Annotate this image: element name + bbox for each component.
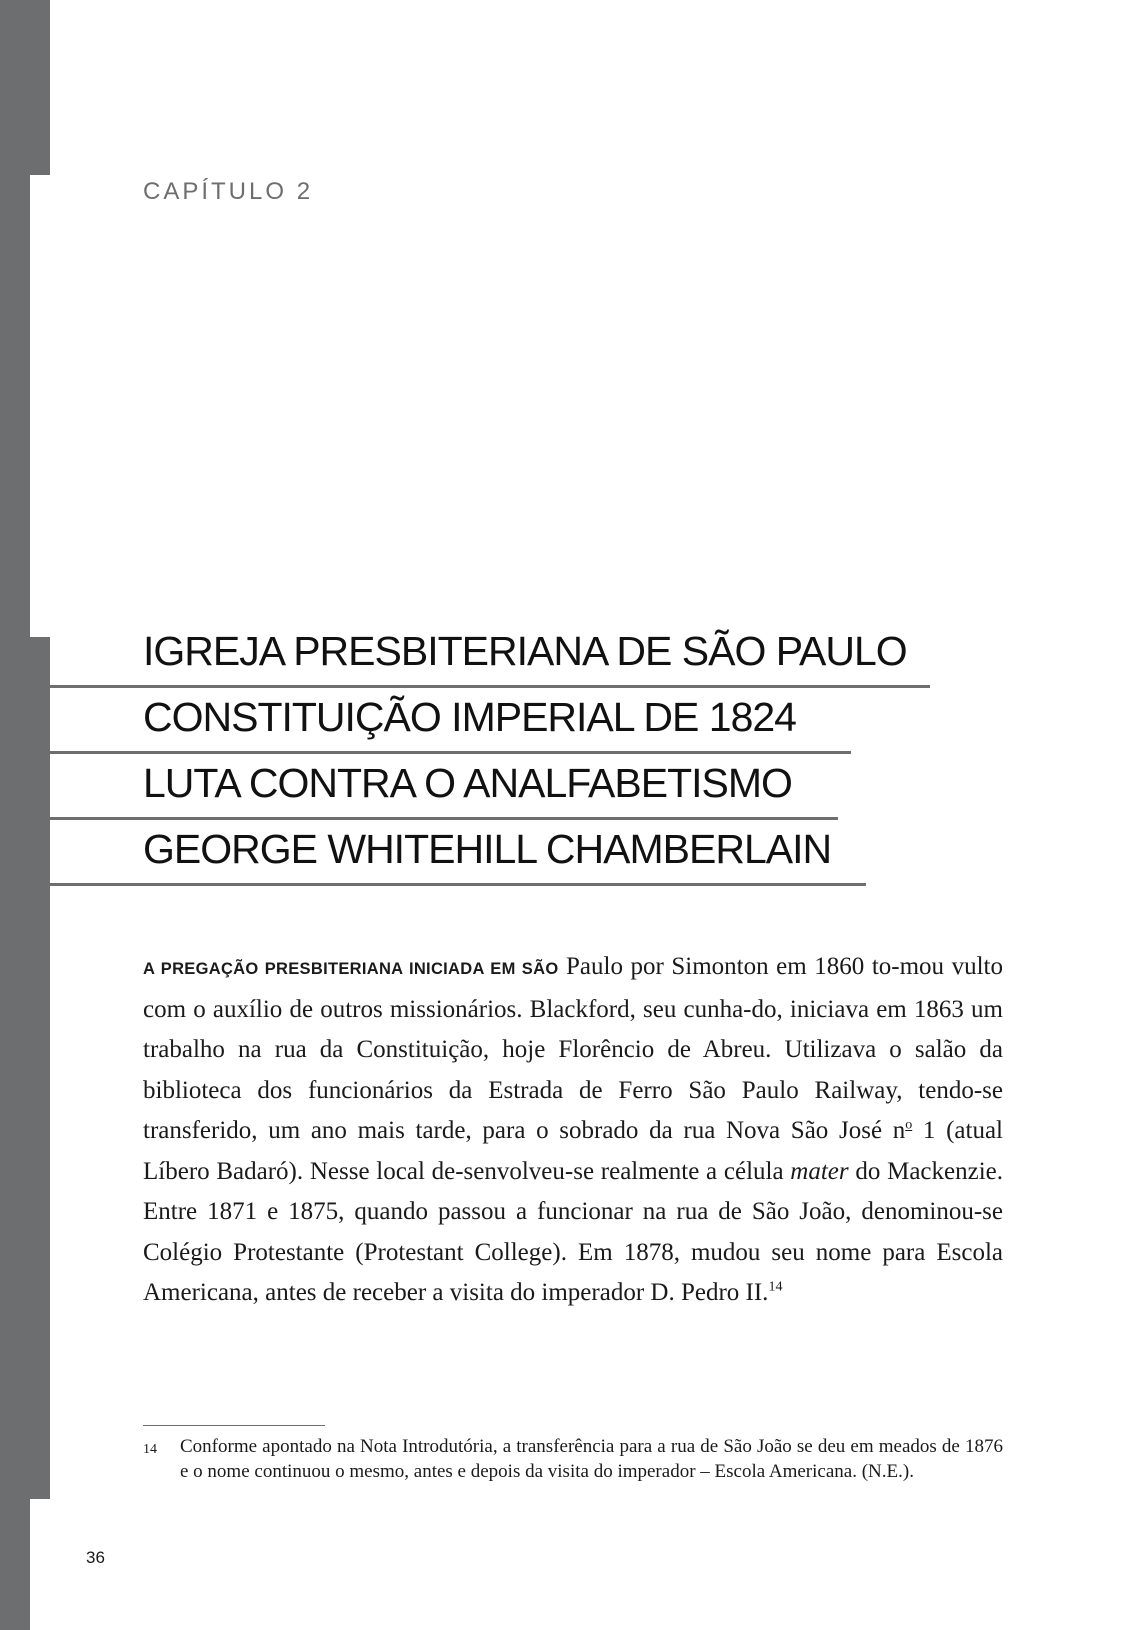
- topic-list: [0, 628, 907, 892]
- footnote-reference[interactable]: 14: [768, 1279, 783, 1295]
- lead-in: A PREGAÇÃO PRESBITERIANA INICIADA EM SÃO: [143, 960, 559, 978]
- body-text-part: do Mackenzie. Entre 1871 e 1875, quando passou a funcionar na rua de São João, denominou-se Colégio Protestante (Protestant College). Em 1878, mudou seu nome para Escola Americana, antes de receber a visita do imperador D. Pedro II.: [143, 1157, 1003, 1306]
- footnote-text: Conforme apontado na Nota Introdutória, a transferência para a rua de São João se deu em meados de 1876 e o nome continuou o mesmo, antes e depois da visita do imperador – Escola Americana. (N.E.).: [180, 1436, 1003, 1482]
- side-bar-middle: [0, 175, 30, 637]
- topic-rule: [50, 817, 838, 820]
- topic-item: [0, 628, 907, 694]
- footnote: [143, 1434, 1003, 1484]
- body-text-part: Paulo por Simonton em 1860 to-mou vulto com o auxílio de outros missionários. Blackford, seu cunha-do, iniciava em 1863 um trabalho na rua da Constituição, hoje Florêncio de Abreu. Utilizava o salão da biblioteca dos funcionários da Estrada de Ferro São Paulo Railway, tendo-se transferido, um ano mais tarde, para o sobrado da rua Nova São José n: [143, 953, 1003, 1144]
- topic-rule: [50, 751, 851, 754]
- footnote-number: 14: [143, 1442, 157, 1457]
- topic-rule: [50, 883, 866, 886]
- chapter-label: CAPÍTULO 2: [143, 178, 314, 205]
- topic-item: [0, 760, 907, 826]
- body-text-part: 1 (atual Líbero Badaró). Nesse local de-senvolveu-se realmente a célula: [143, 1117, 1003, 1185]
- footnote-divider: [143, 1425, 325, 1426]
- topic-text: IGREJA PRESBITERIANA DE SÃO PAULO: [143, 628, 907, 674]
- topic-text: GEORGE WHITEHILL CHAMBERLAIN: [143, 826, 832, 872]
- side-bar-top: [0, 0, 50, 175]
- topic-text: LUTA CONTRA O ANALFABETISMO: [143, 760, 792, 806]
- side-bar-foot: [0, 1499, 30, 1630]
- ordinal-indicator: o: [905, 1117, 913, 1133]
- topic-item: [0, 694, 907, 760]
- body-paragraph: [143, 947, 1003, 1314]
- page-number: 36: [86, 1548, 105, 1567]
- topic-rule: [50, 685, 930, 688]
- italic-term: mater: [790, 1157, 849, 1185]
- topic-text: CONSTITUIÇÃO IMPERIAL DE 1824: [143, 694, 796, 740]
- topic-item: [0, 826, 907, 892]
